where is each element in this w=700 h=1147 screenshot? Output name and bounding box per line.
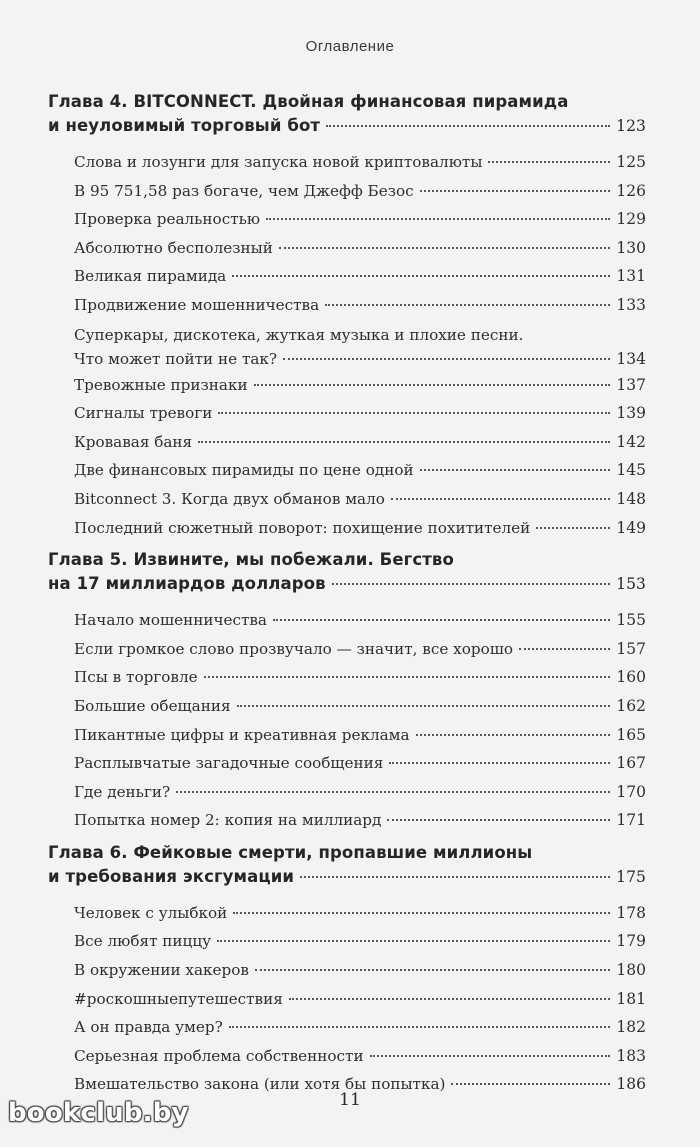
chapter-title-row	[48, 572, 646, 596]
chapter-page-number: 123	[616, 117, 646, 135]
section-title: Проверка реальностью	[74, 210, 261, 229]
section-item	[74, 721, 646, 750]
dot-leader	[204, 676, 611, 678]
section-title: Человек с улыбкой	[74, 903, 228, 922]
dot-leader	[198, 441, 610, 443]
section-title: #роскошныепутешествия	[74, 989, 283, 1008]
dot-leader	[229, 1026, 611, 1028]
dot-leader	[420, 469, 611, 471]
dot-leader	[370, 1055, 611, 1057]
dot-leader	[326, 125, 610, 127]
section-title: Последний сюжетный поворот: похищение похитителей	[74, 518, 531, 537]
chapter-4	[48, 90, 646, 542]
section-page-number: 155	[616, 611, 646, 630]
section-item	[74, 927, 646, 956]
section-item	[74, 663, 646, 692]
two-line-section	[74, 323, 646, 371]
section-title: Большие обещания	[74, 696, 231, 715]
section-item	[74, 485, 646, 514]
running-head: Оглавление	[305, 38, 395, 55]
section-page-number: 157	[616, 639, 646, 658]
chapter-title-line2: на 17 миллиардов долларов	[48, 574, 326, 594]
dot-leader	[416, 734, 611, 736]
dot-leader	[279, 247, 611, 249]
dot-leader	[451, 1083, 610, 1085]
section-title: Серьезная проблема собственности	[74, 1046, 364, 1065]
section-page-number: 181	[616, 989, 646, 1008]
section-title: Если громкое слово прозвучало — значит, все хорошо	[74, 639, 513, 658]
section-list	[48, 899, 646, 1099]
section-title: Слова и лозунги для запуска новой криптовалюты	[74, 153, 483, 171]
section-page-number: 178	[616, 903, 646, 922]
chapter-5	[48, 548, 646, 835]
section-item	[74, 1042, 646, 1071]
section-page-number: 130	[616, 238, 646, 257]
section-item	[74, 692, 646, 721]
dot-leader	[391, 498, 611, 500]
section-list	[48, 606, 646, 835]
dot-leader	[266, 218, 610, 220]
section-page-number: 171	[616, 811, 646, 830]
section-item	[74, 177, 646, 206]
section-title: Две финансовых пирамиды по цене одной	[74, 461, 414, 480]
section-page-number: 183	[616, 1046, 646, 1065]
dot-leader	[255, 969, 610, 971]
section-item	[74, 606, 646, 635]
section-item	[74, 399, 646, 428]
section-page-number: 133	[616, 295, 646, 314]
section-item	[74, 234, 646, 263]
chapter-title	[48, 841, 646, 889]
section-title: Абсолютно бесполезный	[74, 238, 273, 257]
section-page-number: 165	[616, 725, 646, 744]
dot-leader	[283, 358, 610, 360]
section-title: Тревожные признаки	[74, 375, 248, 394]
section-page-number: 125	[616, 153, 646, 171]
section-title: Bitconnect 3. Когда двух обманов мало	[74, 489, 385, 508]
section-title: Продвижение мошенничества	[74, 295, 320, 314]
section-page-number: 180	[616, 961, 646, 980]
section-page-number: 139	[616, 404, 646, 423]
section-item	[74, 1013, 646, 1042]
dot-leader	[536, 527, 610, 529]
section-title: Кровавая баня	[74, 432, 193, 451]
chapter-title	[48, 90, 646, 138]
dot-leader	[218, 412, 610, 414]
section-title-line1: Суперкары, дискотека, жуткая музыка и плохие песни.	[74, 325, 524, 344]
dot-leader	[233, 912, 610, 914]
section-list	[48, 148, 646, 542]
section-item	[74, 456, 646, 485]
dot-leader	[420, 190, 611, 192]
section-page-number: 170	[616, 782, 646, 801]
section-title: Псы в торговле	[74, 668, 198, 687]
section-page-number: 142	[616, 432, 646, 451]
section-item	[74, 323, 646, 371]
section-page-number: 182	[616, 1018, 646, 1037]
section-item	[74, 985, 646, 1014]
chapter-6	[48, 841, 646, 1099]
page-number: 11	[339, 1090, 361, 1110]
dot-leader	[488, 161, 610, 163]
section-page-number: 148	[616, 489, 646, 508]
chapter-title-line2: и неуловимый торговый бот	[48, 116, 321, 135]
section-title: Вмешательство закона (или хотя бы попытка)	[74, 1075, 446, 1094]
dot-leader	[389, 762, 610, 764]
dot-leader	[325, 304, 610, 306]
section-title: Сигналы тревоги	[74, 404, 213, 423]
section-item	[74, 205, 646, 234]
section-item	[74, 956, 646, 985]
section-title: В 95 751,58 раз богаче, чем Джефф Безос	[74, 181, 414, 200]
section-item	[74, 635, 646, 664]
section-item	[74, 291, 646, 320]
chapter-title	[48, 548, 646, 596]
section-title: Начало мошенничества	[74, 611, 267, 630]
section-page-number: 131	[616, 267, 646, 286]
chapter-title-line1: Глава 4. BITCONNECT. Двойная финансовая пирамида	[48, 92, 569, 111]
chapter-title-line1: Глава 5. Извините, мы побежали. Бегство	[48, 550, 454, 570]
section-page-number: 162	[616, 696, 646, 715]
watermark: bookclub.by	[8, 1098, 189, 1128]
section-item	[74, 262, 646, 291]
dot-leader	[387, 819, 610, 821]
section-title: Где деньги?	[74, 782, 171, 801]
chapter-title-row	[48, 114, 646, 138]
section-title: Что может пойти не так?	[74, 349, 278, 368]
section-item	[74, 514, 646, 543]
dot-leader	[237, 705, 611, 707]
section-item	[74, 428, 646, 457]
section-page-number: 145	[616, 461, 646, 480]
section-item	[74, 899, 646, 928]
table-of-contents	[48, 90, 646, 1105]
dot-leader	[217, 940, 610, 942]
dot-leader	[519, 648, 610, 650]
chapter-page-number: 175	[616, 867, 646, 886]
chapter-title-line2: и требования эксгумации	[48, 866, 295, 886]
dot-leader	[300, 876, 610, 878]
section-item	[74, 749, 646, 778]
section-title: Пикантные цифры и креативная реклама	[74, 725, 410, 744]
dot-leader	[254, 384, 611, 386]
section-title: А он правда умер?	[74, 1018, 223, 1037]
section-page-number: 134	[616, 349, 646, 368]
section-page-number: 179	[616, 932, 646, 951]
section-title: Попытка номер 2: копия на миллиард	[74, 811, 382, 830]
section-item	[74, 371, 646, 400]
dot-leader	[232, 275, 610, 277]
dot-leader	[332, 583, 610, 585]
section-page-number: 149	[616, 518, 646, 537]
dot-leader	[273, 619, 610, 621]
section-title: Все любят пиццу	[74, 932, 212, 951]
section-title: Великая пирамида	[74, 267, 227, 286]
chapter-page-number: 153	[616, 575, 646, 594]
section-page-number: 167	[616, 754, 646, 773]
section-page-number: 126	[616, 181, 646, 200]
section-item	[74, 778, 646, 807]
section-page-number: 186	[616, 1075, 646, 1094]
section-page-number: 160	[616, 668, 646, 687]
dot-leader	[289, 998, 611, 1000]
chapter-title-line1: Глава 6. Фейковые смерти, пропавшие миллионы	[48, 842, 533, 862]
section-title: В окружении хакеров	[74, 961, 249, 980]
section-title: Расплывчатые загадочные сообщения	[74, 754, 384, 773]
section-item	[74, 806, 646, 835]
dot-leader	[176, 791, 610, 793]
chapter-title-row	[48, 865, 646, 889]
section-page-number: 137	[616, 375, 646, 394]
section-page-number: 129	[616, 210, 646, 229]
section-item	[74, 148, 646, 177]
